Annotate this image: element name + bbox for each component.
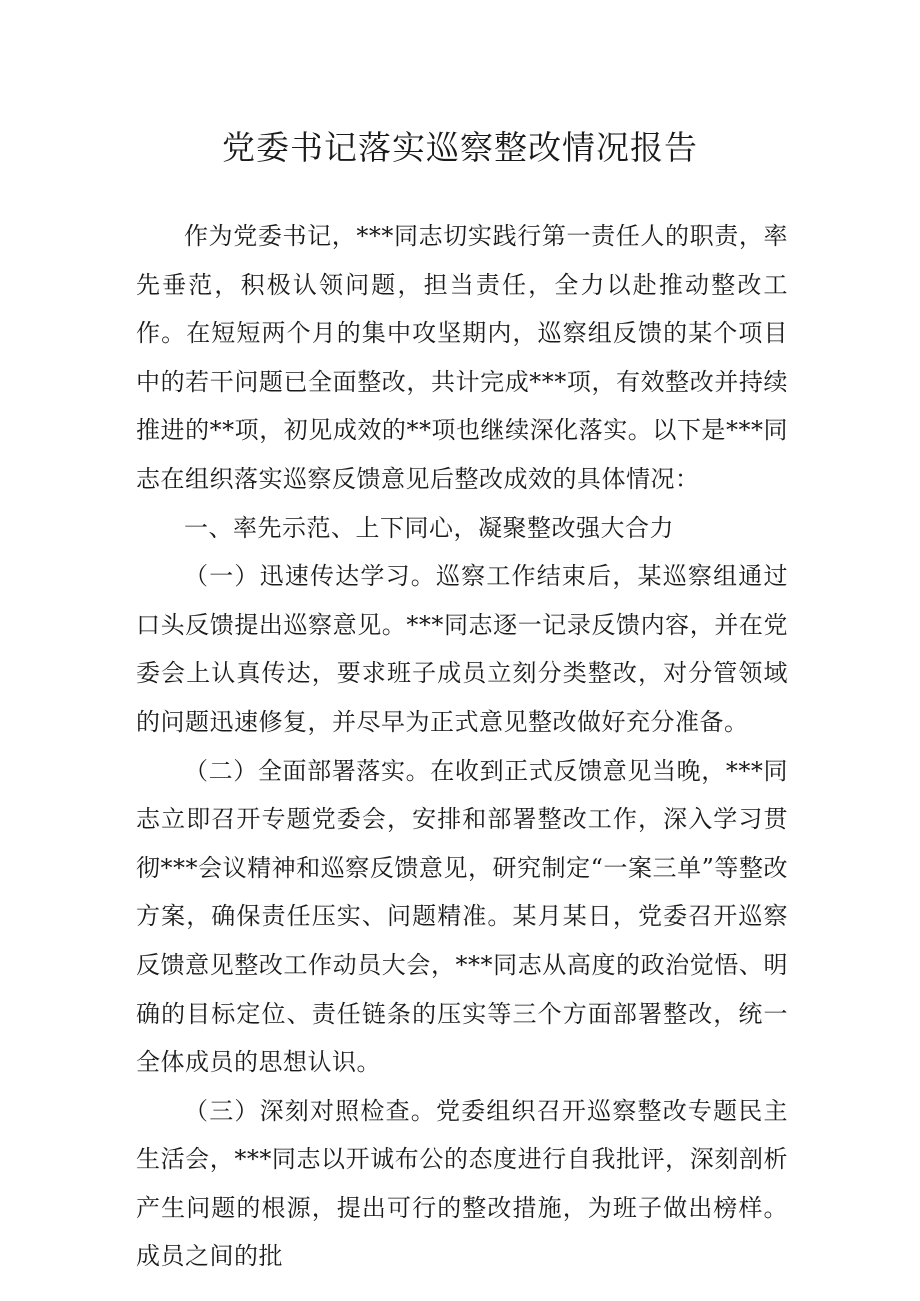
intro-paragraph: 作为党委书记，***同志切实践行第一责任人的职责，率先垂范，积极认领问题，担当责任，全力以赴推动整改工作。在短短两个月的集中攻坚期内，巡察组反馈的某个项目中的若干问题已全面整改，共计完成***项，有效整改并持续推进的**项，初见成效的**项也继续深化落实。以下是***同志在组织落实巡察反馈意见后整改成效的具体情况： [136, 222, 788, 493]
section-heading-1: 一、率先示范、上下同心，凝聚整改强大合力 [184, 513, 674, 542]
subsection-paragraph-2: （二）全面部署落实。在收到正式反馈意见当晚，***同志立即召开专题党委会，安排和部署整改工作，深入学习贯彻***会议精神和巡察反馈意见，研究制定“一案三单”等整改方案，确保责任压实、问题精准。某月某日，党委召开巡察反馈意见整改工作动员大会，***同志从高度的政治觉悟、明确的目标定位、责任链条的压实等三个方面部署整改，统一全体成员的思想认识。 [136, 756, 788, 1077]
document-body [136, 212, 788, 1281]
subsection-paragraph-3: （三）深刻对照检查。党委组织召开巡察整改专题民主生活会，***同志以开诚布公的态度进行自我批评，深刻剖析产生问题的根源，提出可行的整改措施，为班子做出榜样。成员之间的批 [136, 1096, 788, 1271]
document-title: 党委书记落实巡察整改情况报告 [222, 128, 698, 167]
subsection-paragraph-1: （一）迅速传达学习。巡察工作结束后，某巡察组通过口头反馈提出巡察意见。***同志逐一记录反馈内容，并在党委会上认真传达，要求班子成员立刻分类整改，对分管领域的问题迅速修复，并尽早为正式意见整改做好充分准备。 [136, 562, 788, 736]
